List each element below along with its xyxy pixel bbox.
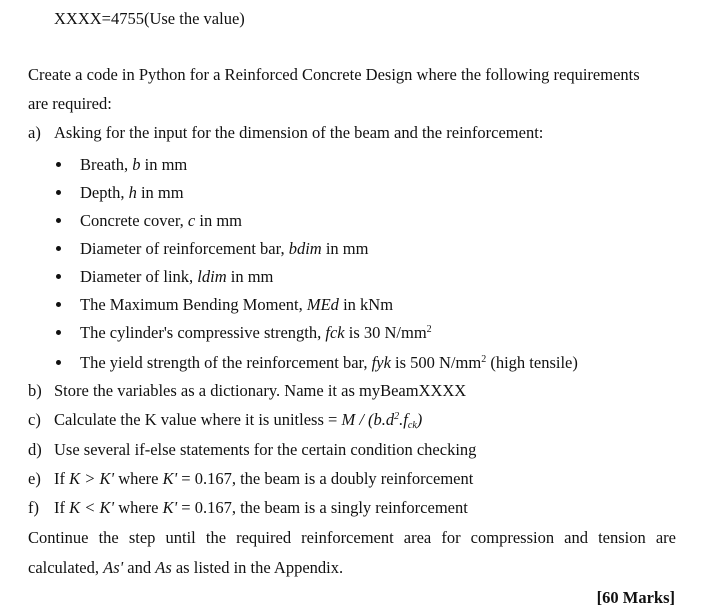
section-e-label: e)	[28, 469, 41, 488]
bullet-dot	[56, 246, 61, 251]
bullet-dot	[56, 190, 61, 195]
section-b-label: b)	[28, 381, 42, 400]
bullet-dot	[56, 302, 61, 307]
bullet-item-moment: The Maximum Bending Moment, MEd in kNm	[80, 295, 394, 314]
section-d-label: d)	[28, 440, 42, 459]
bullet-dot	[56, 218, 61, 223]
bullet-dot	[56, 274, 61, 279]
bullet-item-bar-diameter: Diameter of reinforcement bar, bdim in mm	[80, 239, 369, 258]
section-f-text: If K < K' where K' = 0.167, the beam is a singly reinforcement	[54, 498, 468, 517]
header-title: XXXX=4755(Use the value)	[54, 9, 245, 28]
bullet-item-depth: Depth, h in mm	[80, 183, 184, 202]
section-b-text: Store the variables as a dictionary. Name it as myBeamXXXX	[54, 381, 467, 400]
bullet-dot	[56, 330, 61, 335]
bullet-item-breath: Breath, b in mm	[80, 155, 188, 174]
marks-label: [60 Marks]	[596, 588, 675, 607]
bullet-item-link-diameter: Diameter of link, ldim in mm	[80, 267, 274, 286]
section-f-label: f)	[28, 498, 39, 517]
section-c-label: c)	[28, 410, 41, 429]
bullet-item-fck: The cylinder's compressive strength, fck is 30 $N/mm^2$	[80, 323, 432, 342]
section-a-label: a)	[28, 123, 41, 142]
bullet-item-fyk: The yield strength of the reinforcement bar, fyk is 500 $N/mm^2$ (high tensile)	[80, 353, 578, 372]
section-e-text: If K > K' where K' = 0.167, the beam is a doubly reinforcement	[54, 469, 474, 488]
closing-line-1: Continue the step until the required reinforcement area for compression and tension are	[28, 528, 676, 547]
bullet-dot	[56, 360, 61, 365]
closing-line-2: calculated, As' and As as listed in the Appendix.	[28, 558, 344, 577]
intro-line-1: Create a code in Python for a Reinforced Concrete Design where the following requirements	[28, 65, 640, 84]
section-d-text: Use several if-else statements for the certain condition checking	[54, 440, 477, 459]
section-a-text: Asking for the input for the dimension of the beam and the reinforcement:	[54, 123, 544, 142]
intro-line-2: are required:	[28, 94, 112, 113]
bullet-item-cover: Concrete cover, c in mm	[80, 211, 243, 230]
bullet-dot	[56, 162, 61, 167]
section-c-text: Calculate the K value where it is unitless = M / $(b.d^2.f_{ck})$	[54, 410, 423, 431]
